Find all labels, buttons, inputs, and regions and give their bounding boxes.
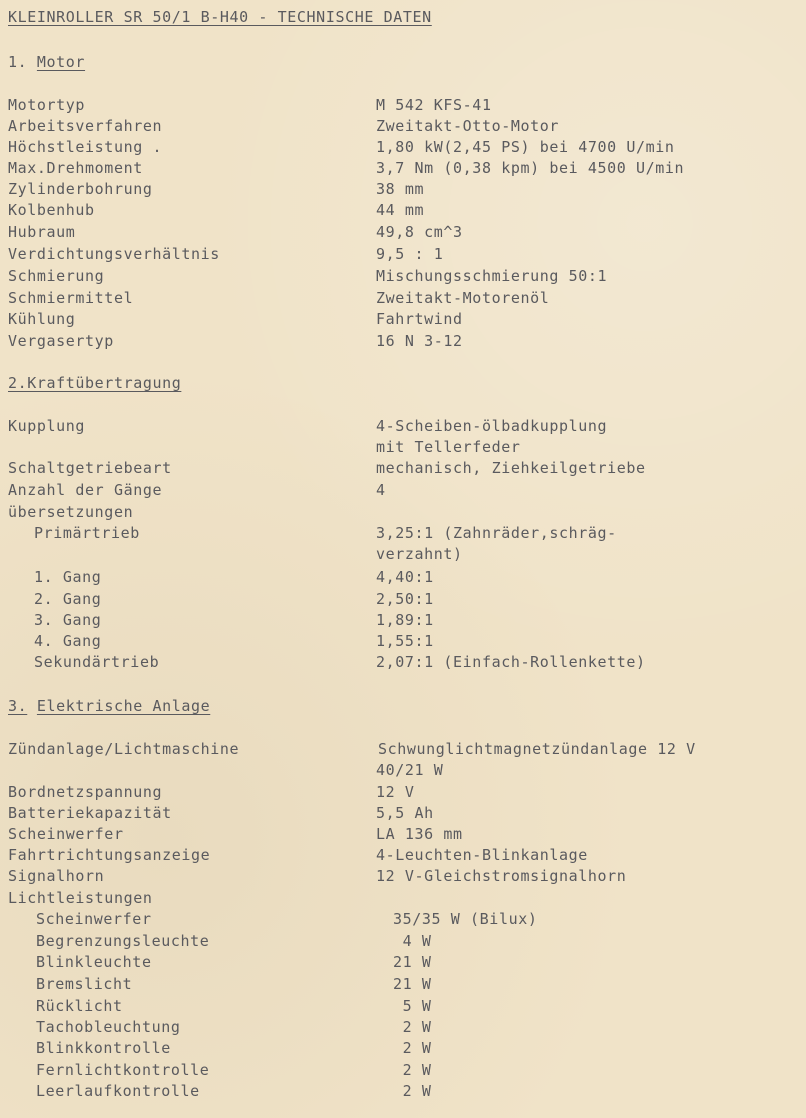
spec-value: Schwunglichtmagnetzündanlage 12 V <box>378 740 696 758</box>
spec-label: Hubraum <box>8 223 76 241</box>
light-row <box>8 909 538 929</box>
spec-label: Blinkleuchte <box>36 953 152 971</box>
spec-value: 35/35 W (Bilux) <box>393 910 538 928</box>
spec-label: Schmierung <box>8 267 105 285</box>
spec-row <box>8 523 617 543</box>
spec-value: 4,40:1 <box>376 568 434 586</box>
spec-label: Batteriekapazität <box>8 804 172 822</box>
spec-label: 4. Gang <box>34 632 102 650</box>
light-row <box>8 1017 432 1037</box>
spec-row <box>8 309 463 329</box>
spec-label: Signalhorn <box>8 867 105 885</box>
gear-row <box>8 610 434 630</box>
spec-label: Fernlichtkontrolle <box>36 1061 210 1079</box>
spec-value: verzahnt) <box>376 545 463 563</box>
spec-value: 44 mm <box>376 201 425 219</box>
spec-row <box>8 137 675 157</box>
spec-row <box>8 331 463 351</box>
light-row <box>8 1081 432 1101</box>
spec-value: 40/21 W <box>376 761 444 779</box>
spec-row <box>8 288 550 308</box>
spec-row <box>8 866 627 886</box>
spec-row <box>8 502 133 522</box>
spec-value: 3,25:1 (Zahnräder,schräg- <box>376 524 617 542</box>
spec-label: Scheinwerfer <box>8 825 124 843</box>
spec-label: Kupplung <box>8 417 86 435</box>
spec-value: 4-Scheiben-ölbadkupplung <box>376 417 608 435</box>
spec-value: 5,5 Ah <box>376 804 434 822</box>
spec-value: 1,80 kW(2,45 PS) bei 4700 U/min <box>376 138 675 156</box>
spec-value: 2 W <box>393 1018 432 1036</box>
spec-value: 21 W <box>393 953 432 971</box>
spec-row <box>8 824 463 844</box>
spec-label: Bremslicht <box>36 975 133 993</box>
section-number: 1. <box>8 53 28 71</box>
spec-label: 1. Gang <box>34 568 102 586</box>
light-row <box>8 974 432 994</box>
spec-row <box>8 458 646 478</box>
spec-row <box>8 782 415 802</box>
spec-label: Blinkkontrolle <box>36 1039 171 1057</box>
spec-row <box>8 158 685 178</box>
light-row <box>8 952 432 972</box>
spec-value: LA 136 mm <box>376 825 463 843</box>
spec-label: Höchstleistung . <box>8 138 163 156</box>
spec-label: Rücklicht <box>36 997 123 1015</box>
spec-label: Motortyp <box>8 96 86 114</box>
spec-label: 3. Gang <box>34 611 102 629</box>
spec-row <box>8 266 608 286</box>
spec-label: Fahrtrichtungsanzeige <box>8 846 211 864</box>
section-title: Elektrische Anlage <box>36 697 211 715</box>
spec-row <box>8 803 434 823</box>
spec-label: Verdichtungsverhältnis <box>8 245 220 263</box>
spec-value: 1,89:1 <box>376 611 434 629</box>
spec-row <box>8 480 386 500</box>
spec-row <box>8 222 463 242</box>
spec-value: M 542 KFS-41 <box>376 96 492 114</box>
spec-value: 4-Leuchten-Blinkanlage <box>376 846 588 864</box>
spec-value: 21 W <box>393 975 432 993</box>
spec-value: 16 N 3-12 <box>376 332 463 350</box>
spec-value: 38 mm <box>376 180 425 198</box>
section-heading-motor <box>8 52 85 72</box>
spec-value: Fahrtwind <box>376 310 463 328</box>
spec-label: Lichtleistungen <box>8 889 153 907</box>
spec-value: 2,50:1 <box>376 590 434 608</box>
spec-label: Kühlung <box>8 310 76 328</box>
spec-value: Zweitakt-Otto-Motor <box>376 117 559 135</box>
gear-row <box>8 589 434 609</box>
spec-label: Arbeitsverfahren <box>8 117 163 135</box>
light-row <box>8 931 432 951</box>
spec-row <box>8 116 559 136</box>
spec-label: 2. Gang <box>34 590 102 608</box>
section-heading-kraftuebertragung: 2.Kraftübertragung <box>8 374 182 392</box>
spec-label: übersetzungen <box>8 503 134 521</box>
spec-value: Mischungsschmierung 50:1 <box>376 267 608 285</box>
spec-value: 1,55:1 <box>376 632 434 650</box>
spec-value: 4 W <box>393 932 432 950</box>
gear-row <box>8 567 434 587</box>
spec-value: 9,5 : 1 <box>376 245 444 263</box>
spec-value: 2,07:1 (Einfach-Rollenkette) <box>376 653 646 671</box>
spec-value: 2 W <box>393 1082 432 1100</box>
spec-value: 2 W <box>393 1039 432 1057</box>
gear-row <box>8 631 434 651</box>
spec-label: Vergasertyp <box>8 332 114 350</box>
spec-label: Leerlaufkontrolle <box>36 1082 200 1100</box>
spec-label: Zündanlage/Lichtmaschine <box>8 740 240 758</box>
spec-row <box>8 244 444 264</box>
gear-row <box>8 652 646 672</box>
spec-row <box>8 95 492 115</box>
spec-label: Schaltgetriebeart <box>8 459 172 477</box>
spec-row <box>8 739 696 759</box>
light-row <box>8 1038 432 1058</box>
document-title: KLEINROLLER SR 50/1 B-H40 - TECHNISCHE DATEN <box>8 8 432 26</box>
spec-value: 5 W <box>393 997 432 1015</box>
spec-value: 3,7 Nm (0,38 kpm) bei 4500 U/min <box>376 159 685 177</box>
spec-value: 12 V <box>376 783 415 801</box>
spec-value: 4 <box>376 481 386 499</box>
light-row <box>8 1060 432 1080</box>
spec-label: Anzahl der Gänge <box>8 481 163 499</box>
spec-row <box>8 888 152 908</box>
spec-label: Kolbenhub <box>8 201 95 219</box>
spec-value: 49,8 cm^3 <box>376 223 463 241</box>
spec-label: Zylinderbohrung <box>8 180 153 198</box>
spec-label: Bordnetzspannung <box>8 783 163 801</box>
section-title: Motor <box>36 53 86 71</box>
section-number: 3. <box>8 697 28 715</box>
light-row <box>8 996 432 1016</box>
spec-label: Tachobleuchtung <box>36 1018 181 1036</box>
spec-value: Zweitakt-Motorenöl <box>376 289 550 307</box>
spec-row <box>8 200 425 220</box>
spec-label: Primärtrieb <box>34 524 140 542</box>
spec-label: Sekundärtrieb <box>34 653 160 671</box>
spec-row <box>8 179 425 199</box>
spec-label: Schmiermittel <box>8 289 134 307</box>
section-heading-elektrische-anlage <box>8 696 210 716</box>
spec-label: Max.Drehmoment <box>8 159 143 177</box>
spec-label: Begrenzungsleuchte <box>36 932 210 950</box>
spec-value: mit Tellerfeder <box>376 438 521 456</box>
spec-value: mechanisch, Ziehkeilgetriebe <box>376 459 646 477</box>
spec-row <box>8 845 588 865</box>
spec-label: Scheinwerfer <box>36 910 152 928</box>
spec-value: 2 W <box>393 1061 432 1079</box>
spec-value: 12 V-Gleichstromsignalhorn <box>376 867 627 885</box>
spec-row <box>8 416 608 436</box>
